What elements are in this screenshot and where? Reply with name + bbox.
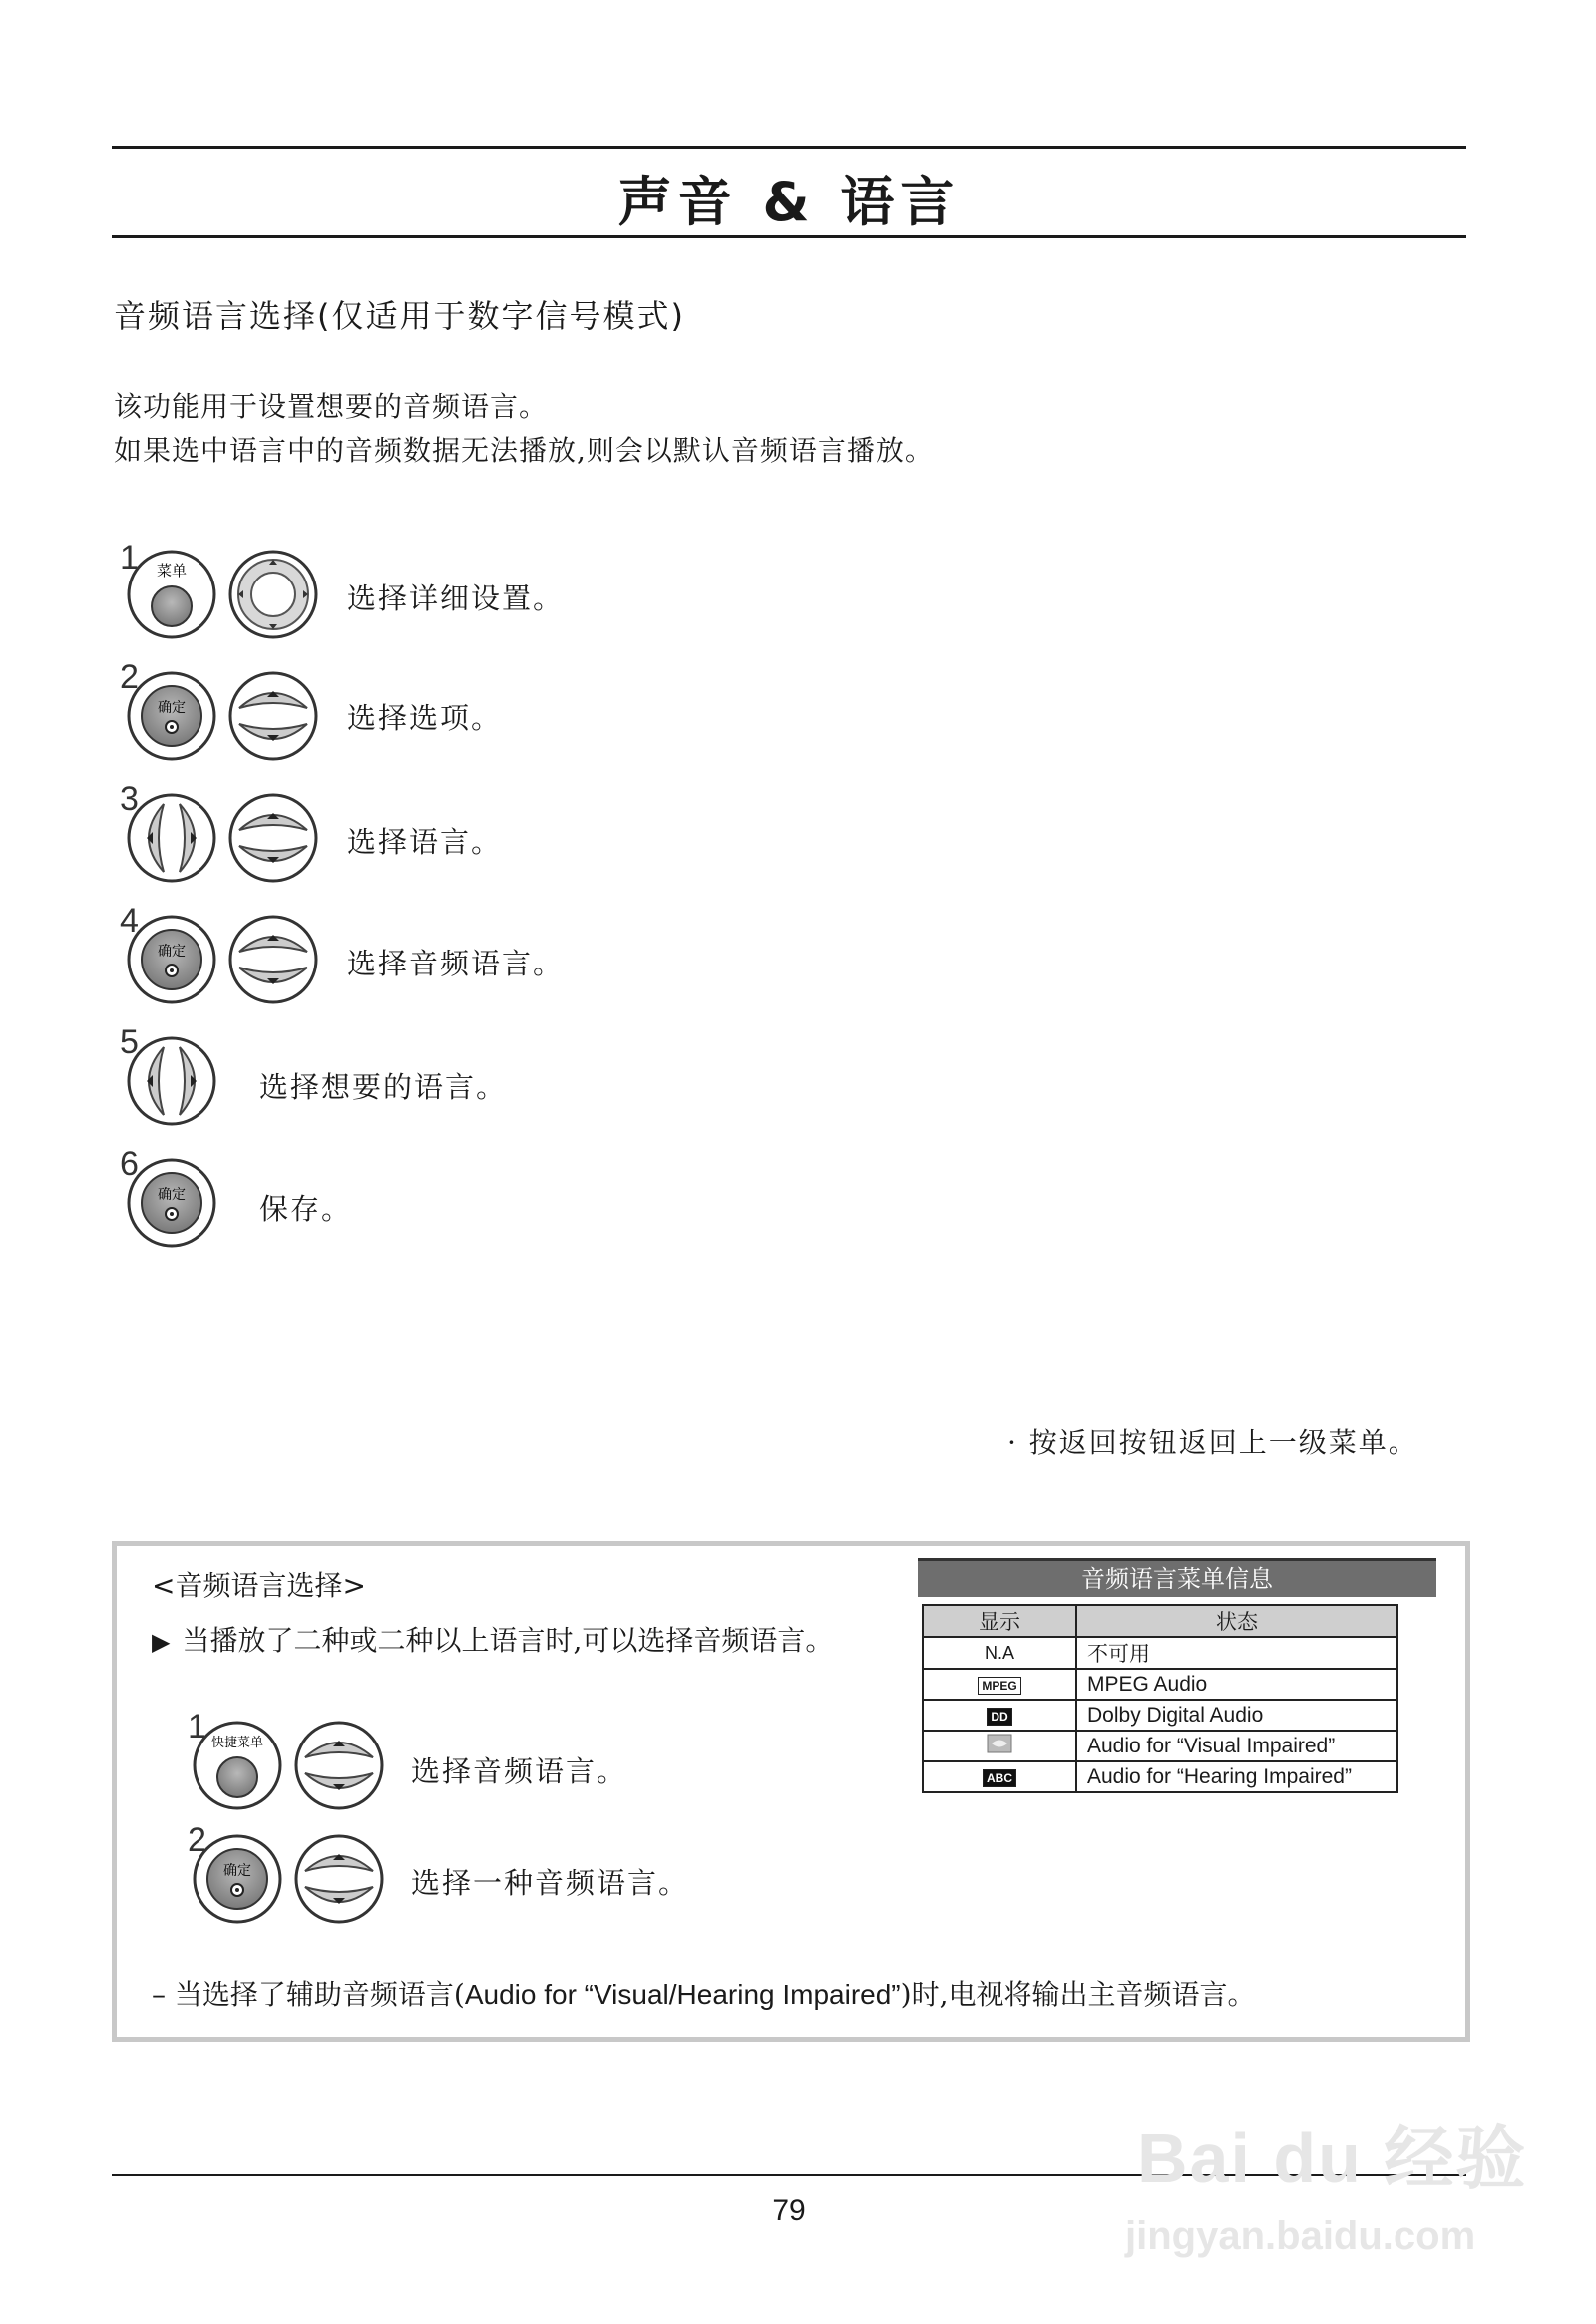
ok-button-label: 确定 <box>158 700 186 716</box>
sub-step-1-text: 选择音频语言。 <box>411 1754 628 1788</box>
ok-button-icon[interactable] <box>192 1833 283 1925</box>
back-button-note: · 按返回按钮返回上一级菜单。 <box>1007 1426 1418 1459</box>
menu-info-table <box>922 1604 1398 1793</box>
step-number: 2 <box>188 1821 206 1859</box>
quick-menu-button-icon[interactable] <box>192 1720 283 1811</box>
step-3-text: 选择语言。 <box>347 825 503 859</box>
watermark-url: jingyan.baidu.com <box>1125 2214 1476 2258</box>
menu-info-title: 音频语言菜单信息 <box>918 1558 1436 1597</box>
step-number: 5 <box>120 1023 139 1061</box>
left-right-button-icon[interactable] <box>126 792 217 884</box>
baidu-watermark: Bai du 经验 <box>1137 2120 1528 2197</box>
table-row <box>923 1761 1397 1792</box>
ok-button-icon[interactable] <box>126 914 217 1005</box>
up-down-button-icon[interactable] <box>227 914 319 1005</box>
section-title: 音频语言选择(仅适用于数字信号模式) <box>114 297 685 335</box>
step-number: 1 <box>188 1708 206 1745</box>
table-row <box>923 1669 1397 1700</box>
info-box-bullet-text: 当播放了二种或二种以上语言时,可以选择音频语言。 <box>182 1624 834 1657</box>
step-1-text: 选择详细设置。 <box>347 581 565 615</box>
column-header-display: 显示 <box>923 1605 1076 1637</box>
title-underline <box>112 235 1466 238</box>
status-cell: 不可用 <box>1076 1637 1397 1669</box>
status-cell: Audio for “Visual Impaired” <box>1076 1731 1397 1761</box>
status-cell: Dolby Digital Audio <box>1076 1700 1397 1731</box>
intro-line-2: 如果选中语言中的音频数据无法播放,则会以默认音频语言播放。 <box>114 434 934 467</box>
step-number: 3 <box>120 780 139 818</box>
ok-button-icon[interactable] <box>126 670 217 762</box>
intro-line-1: 该功能用于设置想要的音频语言。 <box>114 390 549 423</box>
sub-step-2-text: 选择一种音频语言。 <box>411 1866 690 1900</box>
arrow-right-icon: ▶ <box>152 1628 171 1656</box>
column-header-status: 状态 <box>1076 1605 1397 1637</box>
status-cell: MPEG Audio <box>1076 1669 1397 1700</box>
hearing-impaired-icon: ABC <box>983 1769 1016 1787</box>
menu-button-label: 菜单 <box>156 562 188 580</box>
table-row <box>923 1700 1397 1731</box>
step-5-text: 选择想要的语言。 <box>259 1070 508 1104</box>
info-box-title: <音频语言选择> <box>152 1569 366 1602</box>
ok-button-label: 确定 <box>158 1187 186 1203</box>
table-row <box>923 1637 1397 1669</box>
table-header-row <box>923 1605 1397 1637</box>
footer-latin: Audio for “Visual/Hearing Impaired” <box>464 1979 901 2010</box>
up-down-button-icon[interactable] <box>227 792 319 884</box>
footer-prefix: – 当选择了辅助音频语言( <box>152 1978 465 2011</box>
step-number: 2 <box>120 658 139 696</box>
step-number: 4 <box>120 902 139 940</box>
page-number: 79 <box>772 2194 806 2227</box>
info-box-footer <box>152 1973 1255 2013</box>
step-number: 6 <box>120 1145 139 1183</box>
ok-button-label: 确定 <box>223 1863 251 1879</box>
left-right-button-icon[interactable] <box>126 1035 217 1127</box>
table-row <box>923 1731 1397 1761</box>
ok-button-label: 确定 <box>158 944 186 960</box>
step-6-text: 保存。 <box>259 1192 353 1226</box>
dolby-digital-icon: DD <box>987 1708 1011 1726</box>
step-number: 1 <box>120 539 139 577</box>
dpad-icon[interactable] <box>227 549 319 640</box>
step-2-text: 选择选项。 <box>347 701 503 735</box>
footer-suffix: )时,电视将输出主音频语言。 <box>900 1978 1256 2011</box>
status-cell: Audio for “Hearing Impaired” <box>1076 1761 1397 1792</box>
ok-button-icon[interactable] <box>126 1157 217 1249</box>
menu-button-icon[interactable] <box>126 549 217 640</box>
step-4-text: 选择音频语言。 <box>347 947 565 980</box>
quick-menu-button-label: 快捷菜单 <box>210 1736 264 1750</box>
na-label: N.A <box>923 1637 1076 1669</box>
visual-impaired-icon <box>987 1734 1012 1753</box>
page-title: 声音 & 语言 <box>617 171 961 233</box>
up-down-button-icon[interactable] <box>293 1720 385 1811</box>
mpeg-icon: MPEG <box>978 1677 1020 1695</box>
up-down-button-icon[interactable] <box>227 670 319 762</box>
up-down-button-icon[interactable] <box>293 1833 385 1925</box>
info-box-bullet <box>152 1618 870 1665</box>
top-rule <box>112 146 1466 149</box>
